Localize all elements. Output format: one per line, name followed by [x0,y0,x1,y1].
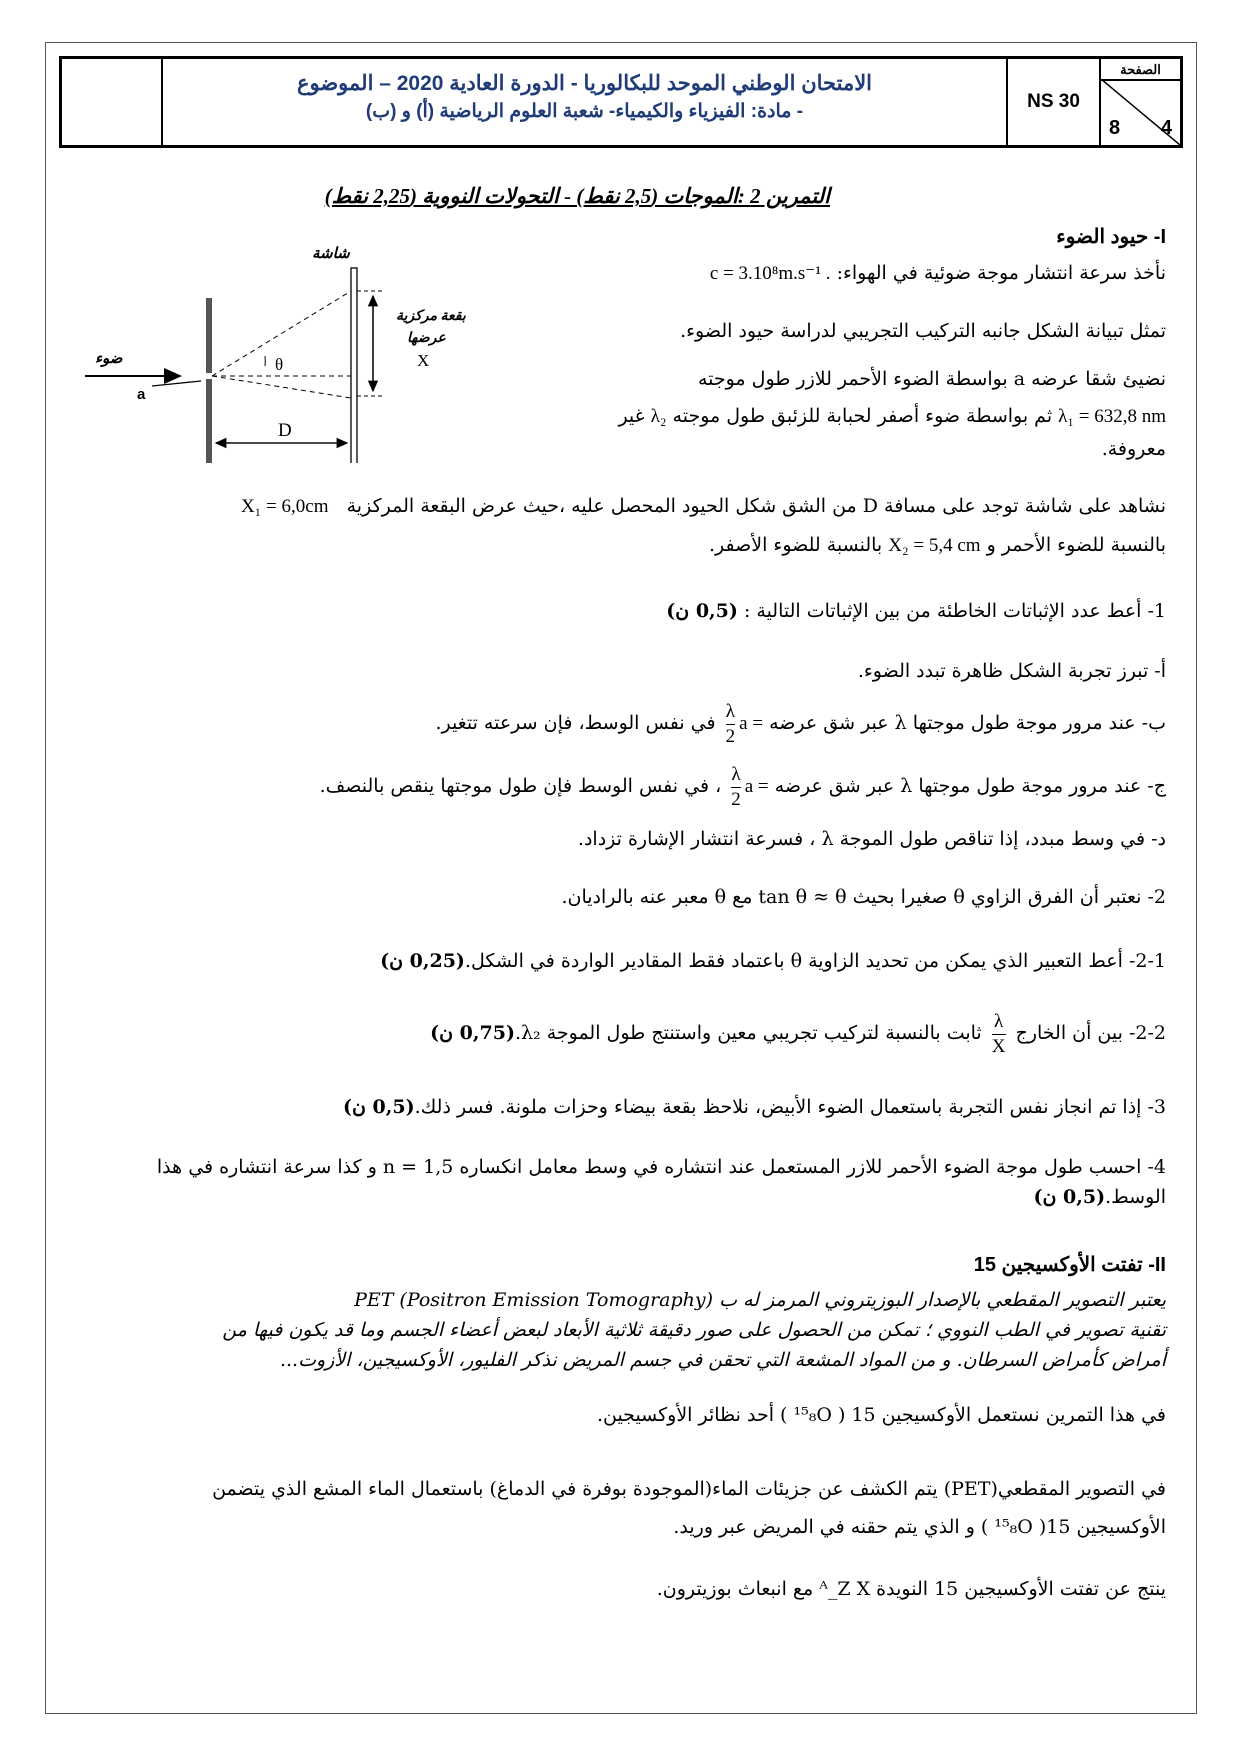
part1-p6: نشاهد على شاشة توجد على مسافة D من الشق شكل الحيود المحصل عليه ،حيث عرض البقعة المركزية X₁ = 6,0cm [241,491,1166,522]
part1-p1: نأخذ سرعة انتشار موجة ضوئية في الهواء: c = 3.10⁸m.s⁻¹ . [710,258,1166,289]
part2-p1: في هذا التمرين نستعمل الأوكسيجين 15 ( ¹⁵₈O ) أحد نظائر الأوكسيجين. [596,1404,1166,1426]
part2-p2: في التصوير المقطعي(PET) يتم الكشف عن جزيئات الماء(الموجودة بوفرة في الدماغ) باستعمال الماء المشع الذي يتضمن الأوكسيجين 15( ¹⁵₈O ) و الذي يتم حقنه في المريض عبر وريد. [212,1478,1166,1538]
part1-p2: تمثل تبيانة الشكل جانبه التركيب التجريبي لدراسة حيود الضوء. [680,320,1166,342]
speed-of-light-value: c = 3.10⁸m.s⁻¹ . [709,263,831,284]
q4: 4- احسب طول موجة الضوء الأحمر للازر المستعمل عند انتشاره في وسط معامل انكساره n = 1,5 و كذا سرعة انتشاره في هذا الوسط.(0,5 ن) [156,1156,1166,1208]
page-current: 4 [1160,117,1172,139]
page-number-box [1101,59,1180,145]
screen-label: شاشة [312,246,350,262]
part2-p3: ينتج عن تفتت الأوكسيجين 15 النويدة ᴬ_Z X مع انبعاث بوزيترون. [656,1578,1166,1600]
header-title-cell [163,59,1008,145]
q1-a: أ- تبرز تجربة الشكل ظاهرة تبدد الضوء. [857,660,1166,682]
edge-ray-bottom [212,376,351,398]
part1-p4: λ₁ = 632,8 nm ثم بواسطة ضوء أصفر لحبابة للزئبق طول موجته λ₂ غير [618,405,1166,427]
d-label: D [278,420,292,441]
header-title-line2: - مادة: الفيزياء والكيمياء- شعبة العلوم الرياضية (أ) و (ب) [365,101,804,122]
part1-p5: معروفة. [1101,438,1166,460]
light-label: ضوء [95,351,123,367]
exam-header [59,56,1183,148]
part1-p7: بالنسبة للضوء الأحمر و X₂ = 5,4 cm بالنسبة للضوء الأصفر. [709,530,1166,561]
x1-value: X₁ = 6,0cm [240,496,329,517]
exam-code: NS 30 [1008,59,1101,145]
q1-title: 1- أعط عدد الإثباتات الخاطئة من بين الإثباتات التالية : (0,5 ن) [666,600,1166,622]
screen [351,268,357,463]
theta-label: θ [275,355,284,374]
q1-d: د- في وسط مبدد، إذا تناقص طول الموجة λ ، فسرعة انتشار الإشارة تزداد. [577,828,1166,850]
slit-plate-top [206,298,212,373]
x2-value: X₂ = 5,4 cm [888,535,981,556]
slit-plate-bottom [206,379,212,463]
page-total: 8 [1109,117,1121,139]
header-title-line1: الامتحان الوطني الموحد للبكالوريا - الدورة العادية 2020 – الموضوع [296,72,873,95]
part2-heading: II- تفتت الأوكسيجين 15 [973,1254,1166,1276]
q2-2: 2-2- بين أن الخارج $\frac{\lambda}{X}$ ثابت بالنسبة لتركيب تجريبي معين واستنتج طول الموجة λ₂.(0,75 ن) [430,1010,1166,1057]
q1-b: ب- عند مرور موجة طول موجتها λ عبر شق عرضه a = $\frac{\lambda}{2}$ في نفس الوسط، فإن سرعته تتغير. [435,700,1166,747]
q2-intro: 2- نعتبر أن الفرق الزاوي θ صغيرا بحيث tan θ ≈ θ مع θ معبر عنه بالراديان. [561,886,1166,908]
a-label: a [137,386,146,403]
exercise-title: التمرين 2 :الموجات (2,5 نقط) - التحولات النووية (2,25 نقط) [324,184,830,208]
part2-intro-italic: يعتبر التصوير المقطعي بالإصدار البوزيتروني المرمز له ب PET (Positron Emission Tomography) تقنية تصوير في الطب النووي ؛ تمكن من الحصول على صور دقيقة ثلاثية الأبعاد لبعض أعضاء الجسم وما قد يكون فيها من أمراض كأمراض السرطان. و من المواد المشعة التي تحقن في جسم المريض نذكر الفليور، الأوكسيجين، الأزوت... [222,1289,1166,1371]
spot-label-1: بقعة مركزية [396,309,466,324]
diffraction-diagram [80,238,500,463]
spot-label-2: عرضها [407,331,446,346]
part1-heading: I- حيود الضوء [1056,226,1166,248]
page-label: الصفحة [1101,61,1180,81]
q3: 3- إذا تم انجاز نفس التجربة باستعمال الضوء الأبيض، نلاحظ بقعة بيضاء وحزات ملونة. فسر ذلك.(0,5 ن) [342,1096,1166,1118]
part1-p3: نضيئ شقا عرضه a بواسطة الضوء الأحمر للازر طول موجته [697,368,1166,390]
q1-c: ج- عند مرور موجة طول موجتها λ عبر شق عرضه a = $\frac{\lambda}{2}$ ، في نفس الوسط فإن طول موجتها ينقص بالنصف. [319,763,1166,810]
q2-1: 2-1- أعط التعبير الذي يمكن من تحديد الزاوية θ باعتماد فقط المقادير الواردة في الشكل.(0,25 ن) [380,950,1166,972]
spot-x-label: X [417,351,430,370]
header-empty-cell [62,59,163,145]
